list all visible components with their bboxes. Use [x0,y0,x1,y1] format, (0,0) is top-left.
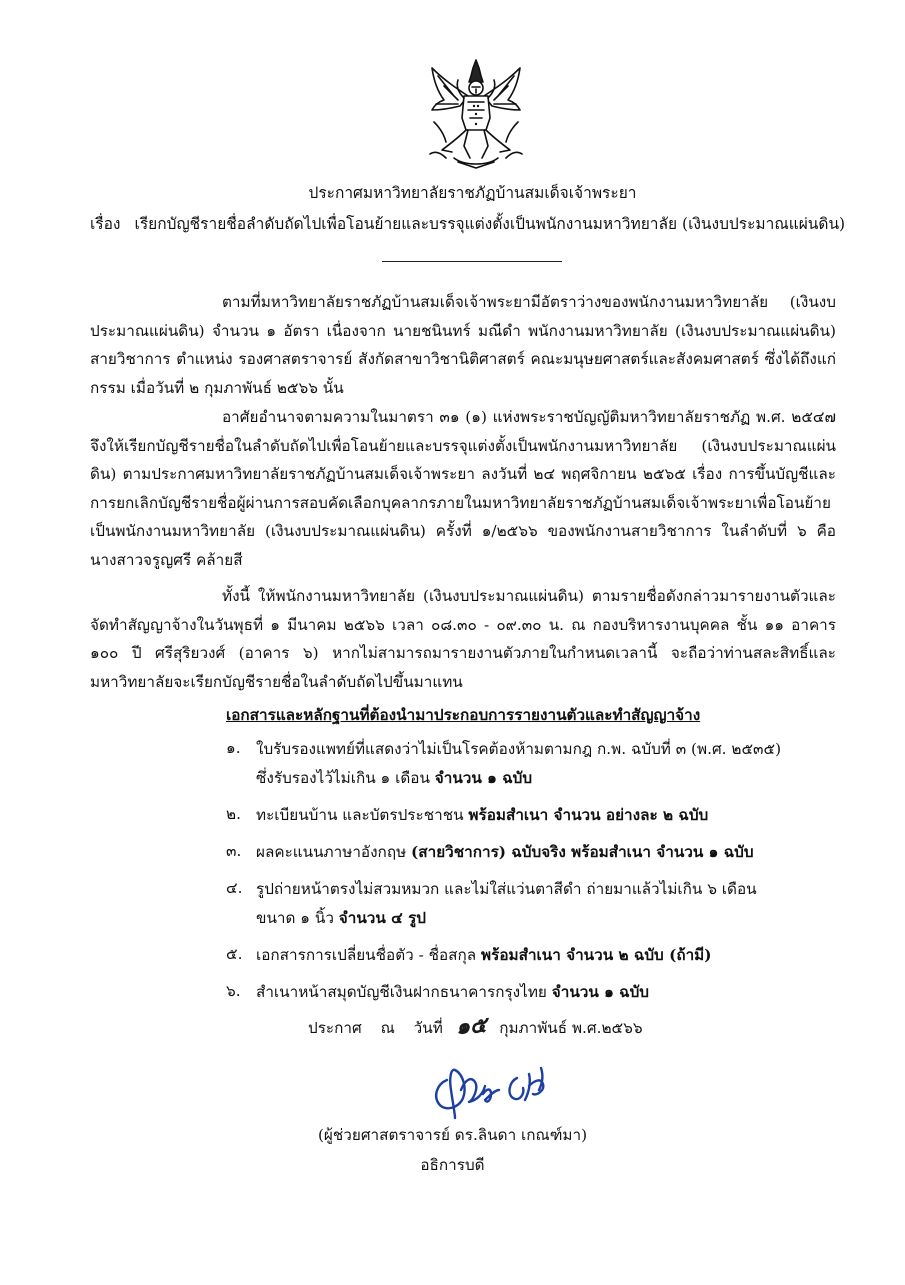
signer-position: อธิการบดี [420,1156,485,1174]
announce-prefix: ประกาศ [308,1019,362,1037]
item-quantity: จำนวน ๑ ฉบับ [434,769,533,787]
paragraph-vacancy: ตามที่มหาวิทยาลัยราชภัฏบ้านสมเด็จเจ้าพระยามีอัตราว่างของพนักงานมหาวิทยาลัย (เงินงบประมาณแผ่นดิน) จำนวน ๑ อัตรา เนื่องจาก นายชนินทร์ มณีดำ พนักงานมหาวิทยาลัย (เงินงบประมาณแผ่นดิน) สายวิชาการ ตำแหน่ง รองศาสตราจารย์ สังกัดสาขาวิชานิติศาสตร์ คณะมนุษยศาสตร์และสังคมศาสตร์ ซึ่งได้ถึงแก่กรรม เมื่อวันที่ ๒ กุมภาพันธ์ ๒๕๖๖ นั้น [90,293,836,397]
paragraph-reporting: ทั้งนี้ ให้พนักงานมหาวิทยาลัย (เงินงบประมาณแผ่นดิน) ตามรายชื่อดังกล่าวมารายงานตัวและจัดทำสัญญาจ้างในวันพุธที่ ๑ มีนาคม ๒๕๖๖ เวลา ๐๘.๓๐ - ๐๙.๓๐ น. ณ กองบริหารงานบุคคล ชั้น ๑๑ อาคาร ๑๐๐ ปี ศรีสุริยวงศ์ (อาคาร ๖) หากไม่สามารถมารายงานตัวภายในกำหนดเวลานี้ จะถือว่าท่านสละสิทธิ์และมหาวิทยาลัยจะเรียกบัญชีรายชื่อในลำดับถัดไปขึ้นมาแทน [90,587,836,691]
handwritten-signature-icon [425,1060,565,1126]
announcement-date [308,1014,643,1041]
documents-list [226,735,826,1015]
item-text: ทะเบียนบ้าน และบัตรประชาชน [256,806,464,824]
item-quantity: จำนวน ๑ ฉบับ [551,983,650,1001]
announce-month-year: กุมภาพันธ์ พ.ศ.๒๕๖๖ [499,1019,643,1037]
list-item [226,941,826,970]
garuda-emblem-icon [424,58,528,170]
item-quantity: พร้อมสำเนา จำนวน อย่างละ ๒ ฉบับ [468,806,709,824]
handwritten-day: ๑๕ [454,1012,488,1041]
documents-heading: เอกสารและหลักฐานที่ต้องนำมาประกอบการรายงานตัวและทำสัญญาจ้าง [226,706,701,724]
list-item [226,875,826,933]
item-text: ซึ่งรับรองไว้ไม่เกิน ๑ เดือน [256,769,430,787]
item-text: ผลคะแนนภาษาอังกฤษ [256,843,407,861]
subject-label: เรื่อง [90,215,121,233]
announce-at: ณ [380,1019,395,1037]
item-quantity: จำนวน ๔ รูป [338,909,427,927]
item-number: ๖. [226,982,241,1000]
list-item [226,838,826,867]
paragraph-authority: อาศัยอำนาจตามความในมาตรา ๓๑ (๑) แห่งพระราชบัญญัติมหาวิทยาลัยราชภัฏ พ.ศ. ๒๕๔๗ จึงให้เรียกบัญชีรายชื่อในลำดับถัดไปเพื่อโอนย้ายและบรรจุแต่งตั้งเป็นพนักงานมหาวิทยาลัย (เงินงบประมาณแผ่นดิน) ตามประกาศมหาวิทยาลัยราชภัฏบ้านสมเด็จเจ้าพระยา ลงวันที่ ๒๔ พฤศจิกายน ๒๕๖๕ เรื่อง การขึ้นบัญชีและการยกเลิกบัญชีรายชื่อผู้ผ่านการสอบคัดเลือกบุคลากรภายในมหาวิทยาลัยราชภัฏบ้านสมเด็จเจ้าพระยาเพื่อโอนย้ายเป็นพนักงานมหาวิทยาลัย (เงินงบประมาณแผ่นดิน) ครั้งที่ ๑/๒๕๖๖ ของพนักงานสายวิชาการ ในลำดับที่ ๖ คือ นางสาวจรูญศรี คล้ายสี [90,408,836,569]
item-text: ใบรับรองแพทย์ที่แสดงว่าไม่เป็นโรคต้องห้ามตามกฎ ก.พ. ฉบับที่ ๓ (พ.ศ. ๒๕๓๕) [256,740,782,758]
item-text: รูปถ่ายหน้าตรงไม่สวมหมวก และไม่ใส่แว่นตาสีดำ ถ่ายมาแล้วไม่เกิน ๖ เดือน [256,880,757,898]
item-text: สำเนาหน้าสมุดบัญชีเงินฝากธนาคารกรุงไทย [256,983,547,1001]
item-number: ๓. [226,842,242,860]
list-item [226,978,826,1007]
title-divider [382,261,562,262]
item-number: ๔. [226,879,243,897]
item-number: ๕. [226,945,243,963]
item-number: ๒. [226,805,241,823]
item-number: ๑. [226,739,241,757]
signer-name: (ผู้ช่วยศาสตราจารย์ ดร.ลินดา เกณฑ์มา) [317,1126,588,1144]
subject-line [90,213,850,235]
item-quantity: (สายวิชาการ) ฉบับจริง พร้อมสำเนา จำนวน ๑ ฉบับ [411,843,754,861]
list-item [226,735,826,793]
list-item [226,801,826,830]
subject-text: เรียกบัญชีรายชื่อลำดับถัดไปเพื่อโอนย้ายและบรรจุแต่งตั้งเป็นพนักงานมหาวิทยาลัย (เงินงบประมาณแผ่นดิน) [134,215,846,233]
announce-day-label: วันที่ [413,1019,443,1037]
item-text: เอกสารการเปลี่ยนชื่อตัว - ชื่อสกุล [256,946,477,964]
item-text: ขนาด ๑ นิ้ว [256,909,334,927]
announcement-title: ประกาศมหาวิทยาลัยราชภัฏบ้านสมเด็จเจ้าพระยา [308,184,637,202]
item-quantity: พร้อมสำเนา จำนวน ๒ ฉบับ (ถ้ามี) [481,946,712,964]
